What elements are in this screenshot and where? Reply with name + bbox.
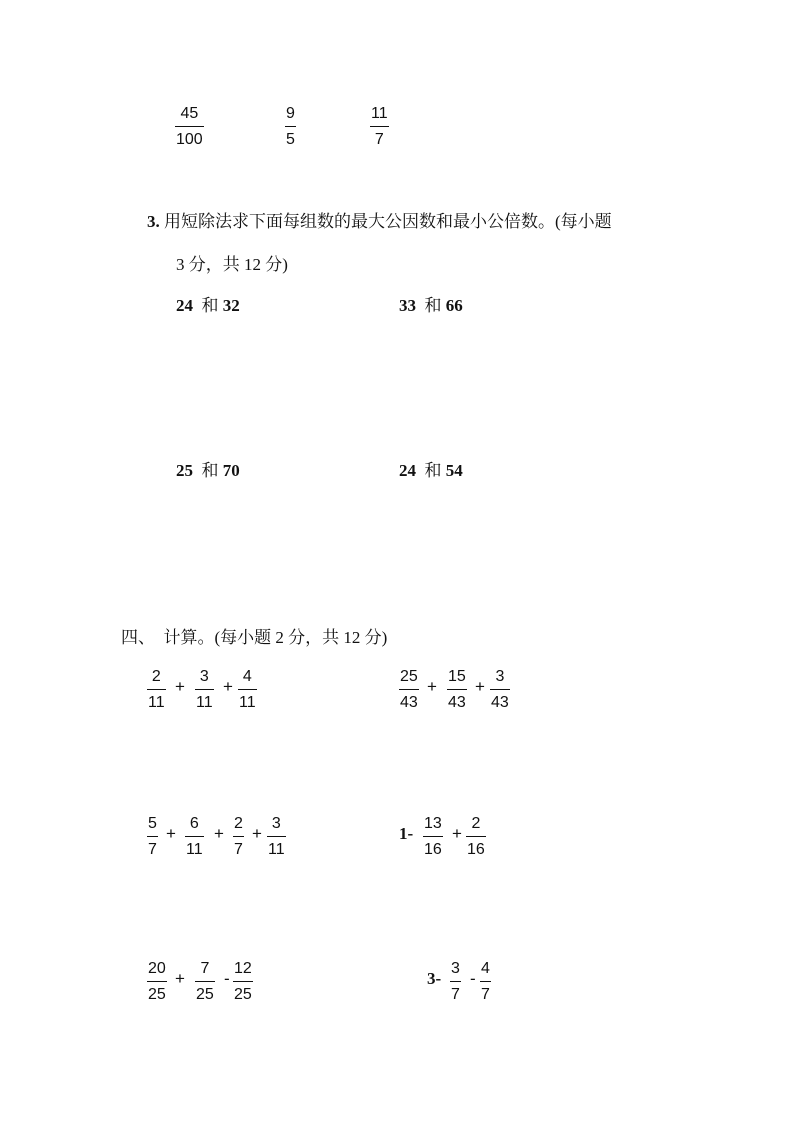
expr5-fraction-1 [147,960,167,1004]
fraction-9-5 [285,105,296,149]
pair-a: 33 [399,296,416,315]
denominator: 11 [239,694,256,711]
expr2-fraction-3 [490,668,510,712]
numerator: 20 [148,960,166,977]
question-number: 3 [147,212,156,231]
question-3-title [147,211,612,233]
denominator: 43 [491,694,509,711]
expr4-lead: 1- [399,824,414,843]
numerator: 13 [424,815,442,832]
expr3-fraction-2 [185,815,204,859]
pair-conj: 和 [424,461,442,480]
pair-25-70 [176,460,240,482]
expr6-fraction-1 [450,960,461,1004]
pair-a: 24 [399,461,416,480]
pair-b: 70 [222,461,240,480]
denominator: 43 [448,694,466,711]
numerator: 5 [148,815,157,832]
numerator: 3 [451,960,460,977]
numerator: 9 [286,105,295,122]
question-3-text-line2: 3 分，共 12 分) [176,255,288,274]
pair-24-32 [176,295,240,317]
question-dot: . [155,212,160,231]
denominator: 5 [286,131,295,148]
expr1-fraction-3 [238,668,257,712]
denominator: 7 [481,986,490,1003]
denominator: 16 [467,841,485,858]
pair-b: 54 [445,461,463,480]
section-4-heading [121,627,387,649]
numerator: 2 [471,815,481,832]
plus-sign: + [214,824,224,843]
expr4-fraction-1 [423,815,443,859]
expr5-fraction-3 [233,960,253,1004]
expr2-fraction-1 [399,668,419,712]
numerator: 12 [234,960,252,977]
numerator: 7 [200,960,210,977]
pair-24-54 [399,460,463,482]
numerator: 4 [242,668,252,685]
pair-conj: 和 [424,296,442,315]
denominator: 43 [400,694,418,711]
section-4-label: 四、 [121,628,155,647]
minus-sign: - [470,969,476,988]
denominator: 7 [148,841,157,858]
numerator: 2 [151,668,161,685]
numerator: 3 [199,668,209,685]
expr6-fraction-2 [480,960,491,1004]
pair-b: 66 [445,296,463,315]
plus-sign: + [175,677,185,696]
denominator: 7 [234,841,243,858]
denominator: 11 [196,694,213,711]
plus-sign: + [175,969,185,988]
plus-sign: + [427,677,437,696]
expr4-fraction-2 [466,815,486,859]
numerator: 2 [234,815,243,832]
denominator: 25 [196,986,214,1003]
minus-sign: - [224,969,230,988]
numerator: 3 [271,815,281,832]
numerator: 6 [189,815,199,832]
numerator: 11 [371,105,388,122]
plus-sign: + [452,824,462,843]
numerator: 4 [481,960,490,977]
plus-sign: + [166,824,176,843]
denominator: 11 [268,841,285,858]
expr1-fraction-1 [147,668,166,712]
expr2-fraction-2 [447,668,467,712]
denominator: 7 [451,986,460,1003]
numerator: 45 [180,105,199,122]
denominator: 16 [424,841,442,858]
pair-a: 25 [176,461,193,480]
expr1-fraction-2 [195,668,214,712]
expr3-fraction-4 [267,815,286,859]
pair-conj: 和 [201,296,219,315]
pair-a: 24 [176,296,193,315]
question-3-text-line1: 用短除法求下面每组数的最大公因数和最小公倍数。(每小题 [164,212,612,231]
expr3-fraction-1 [147,815,158,859]
plus-sign: + [252,824,262,843]
denominator: 100 [176,131,203,148]
fraction-45-100 [175,105,204,149]
numerator: 3 [495,668,505,685]
expr5-fraction-2 [195,960,215,1004]
fraction-11-7 [370,105,389,149]
section-4-title: 计算。(每小题 2 分，共 12 分) [163,628,388,647]
denominator: 7 [374,131,384,148]
denominator: 25 [148,986,166,1003]
pair-b: 32 [222,296,240,315]
plus-sign: + [223,677,233,696]
pair-conj: 和 [201,461,219,480]
plus-sign: + [475,677,485,696]
expr6-lead: 3- [427,969,442,988]
denominator: 11 [148,694,165,711]
expr3-fraction-3 [233,815,244,859]
pair-33-66 [399,295,463,317]
denominator: 25 [234,986,252,1003]
numerator: 25 [400,668,418,685]
numerator: 15 [448,668,466,685]
denominator: 11 [186,841,203,858]
